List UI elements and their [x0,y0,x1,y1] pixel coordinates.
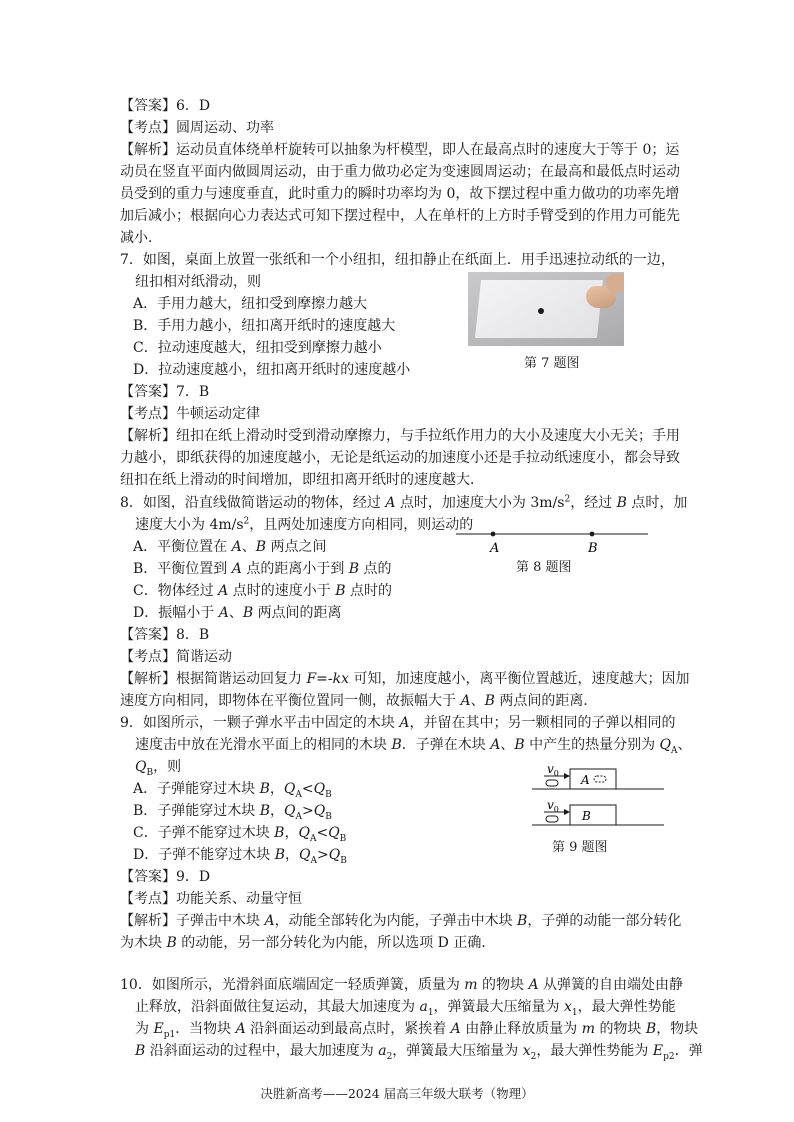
q8-option-d: D．振幅小于 A、B 两点间的距离 [133,605,342,621]
q6-kaodian: 【考点】圆周运动、功率 [120,120,274,136]
q8-diagram [450,524,660,554]
q9-label-b: B [582,809,591,823]
q9-caption: 第 9 题图 [552,840,608,855]
q8-option-b: B．平衡位置到 A 点的距离小于到 B 点的 [133,561,392,577]
q9-arrowhead-top [564,773,570,779]
q9-kaodian: 【考点】功能关系、动量守恒 [120,891,302,907]
q9-stem-2: 速度击中放在光滑水平面上的相同的木块 B．子弹在木块 A、B 中产生的热量分别为 $Q_A$、 [135,737,692,756]
q8-point-a [491,532,496,537]
q7-caption: 第 7 题图 [524,356,580,371]
q9-bullet-inside [594,776,606,782]
q6-jiexi-2: 动员在竖直平面内做圆周运动，由于重力做功必定为变速圆周运动；在最高和最低点时运动 [120,164,680,180]
q8-option-a: A．平衡位置在 A、B 两点之间 [133,539,327,555]
q9-bullet-top [546,780,558,786]
q7-jiexi-1: 【解析】纽扣在纸上滑动时受到滑动摩擦力，与手拉纸作用力的大小及速度大小无关；手用 [120,428,680,444]
q8-jiexi-1: 【解析】根据简谐运动回复力 F=-kx 可知，加速度越小，离平衡位置越近，速度越大；因加 [120,671,690,687]
q10-line-2: 止释放，沿斜面做往复运动，其最大加速度为 $a_1$，弹簧最大压缩量为 $x_1$，最大弹性势能 [135,999,676,1018]
q9-option-d: D．子弹不能穿过木块 B，$Q_A>Q_B$ [133,847,347,866]
q9-arrowhead-bottom [564,809,570,815]
q8-jiexi-2: 速度方向相同，即物体在平衡位置同一侧，故振幅大于 A、B 两点间的距离． [120,693,598,709]
q7-photo [468,272,624,346]
q6-jiexi-1: 【解析】运动员直体绕单杆旋转可以抽象为杆模型，即人在最高点时的速度大于等于 0；运 [120,142,680,158]
q10-line-3: 为 $E_{p1}$．当物块 A 沿斜面运动到最高点时，紧挨着 A 由静止释放质量为 m 的物块 B，物块 [135,1021,699,1040]
q9-answer: 【答案】9．D [120,869,211,885]
q7-answer: 【答案】7．B [120,384,210,400]
arm-image [606,274,624,292]
q9-label-a: A [581,773,590,787]
button-dot [538,308,544,314]
q8-answer: 【答案】8．B [120,627,210,643]
q8-label-b: B [588,541,598,554]
q9-bullet-bottom [546,816,558,822]
q9-stem-3: $Q_B$，则 [135,759,182,778]
q8-stem-1: 8．如图，沿直线做简谐运动的物体，经过 A 点时，加速度大小为 $3m/s^2$，经过 B 点时，加 [120,494,688,511]
q9-jiexi-2: 为木块 B 的动能，另一部分转化为内能，所以选项 D 正确． [120,935,496,951]
q9-block-a [570,769,616,789]
page-footer: 决胜新高考——2024 届高三年级大联考（物理） [260,1086,534,1101]
q6-jiexi-4: 加后减小；根据向心力表达式可知下摆过程中，人在单杆的上方时手臂受到的作用力可能先 [120,208,680,224]
q7-option-d: D．拉动速度越小，纽扣离开纸时的速度越小 [133,362,411,378]
q7-jiexi-3: 纽扣在纸上滑动的时间增加，即纽扣离开纸时的速度越大． [120,472,484,488]
q9-option-b: B．子弹能穿过木块 B，$Q_A>Q_B$ [133,803,332,822]
q6-answer: 【答案】6．D [120,98,211,114]
q7-kaodian: 【考点】牛顿运动定律 [120,406,260,422]
q9-jiexi-1: 【解析】子弹击中木块 A，动能全部转化为内能，子弹击中木块 B，子弹的动能一部分转化 [120,913,682,929]
q9-v0-bottom: $v_0$ [547,798,559,814]
q8-kaodian: 【考点】简谐运动 [120,649,232,665]
q6-jiexi-5: 减小． [120,230,162,246]
q10-line-1: 10．如图所示，光滑斜面底端固定一轻质弹簧，质量为 m 的物块 A 从弹簧的自由端处由静 [120,977,684,993]
q7-option-a: A．手用力越大，纽扣受到摩擦力越大 [133,296,368,312]
q8-option-c: C．物体经过 A 点时的速度小于 B 点时的 [133,583,392,599]
q7-stem-1: 7．如图，桌面上放置一张纸和一个小纽扣，纽扣静止在纸面上．用手迅速拉动纸的一边， [120,252,675,268]
q9-block-b [570,805,616,825]
q7-option-c: C．拉动速度越大，纽扣受到摩擦力越小 [133,340,382,356]
q9-option-c: C．子弹不能穿过木块 B，$Q_A<Q_B$ [133,825,347,844]
q8-stem-2: 速度大小为 $4m/s^2$，且两处加速度方向相同，则运动的 [135,516,474,533]
q9-option-a: A．子弹能穿过木块 B，$Q_A<Q_B$ [133,781,332,800]
q9-v0-top: $v_0$ [547,762,559,778]
q9-diagram [524,762,674,834]
q9-stem-1: 9．如图所示，一颗子弹水平击中固定的木块 A，并留在其中；另一颗相同的子弹以相同的 [120,715,676,731]
q8-caption: 第 8 题图 [516,560,572,575]
q7-option-b: B．手用力越小，纽扣离开纸时的速度越大 [133,318,396,334]
q7-stem-2: 纽扣相对纸滑动，则 [135,274,261,290]
q8-label-a: A [490,541,500,554]
q6-jiexi-3: 员受到的重力与速度垂直，此时重力的瞬时功率均为 0，故下摆过程中重力做功的功率先增 [120,186,680,202]
q10-line-4: B 沿斜面运动的过程中，最大加速度为 $a_2$，弹簧最大压缩量为 $x_2$，最大弹性势能为 $E_{p2}$．弹 [135,1043,703,1062]
q8-point-b [590,532,595,537]
q7-jiexi-2: 力越小，即纸获得的加速度越小，无论是纸运动的加速度小还是手拉动纸速度小，都会导致 [120,450,680,466]
